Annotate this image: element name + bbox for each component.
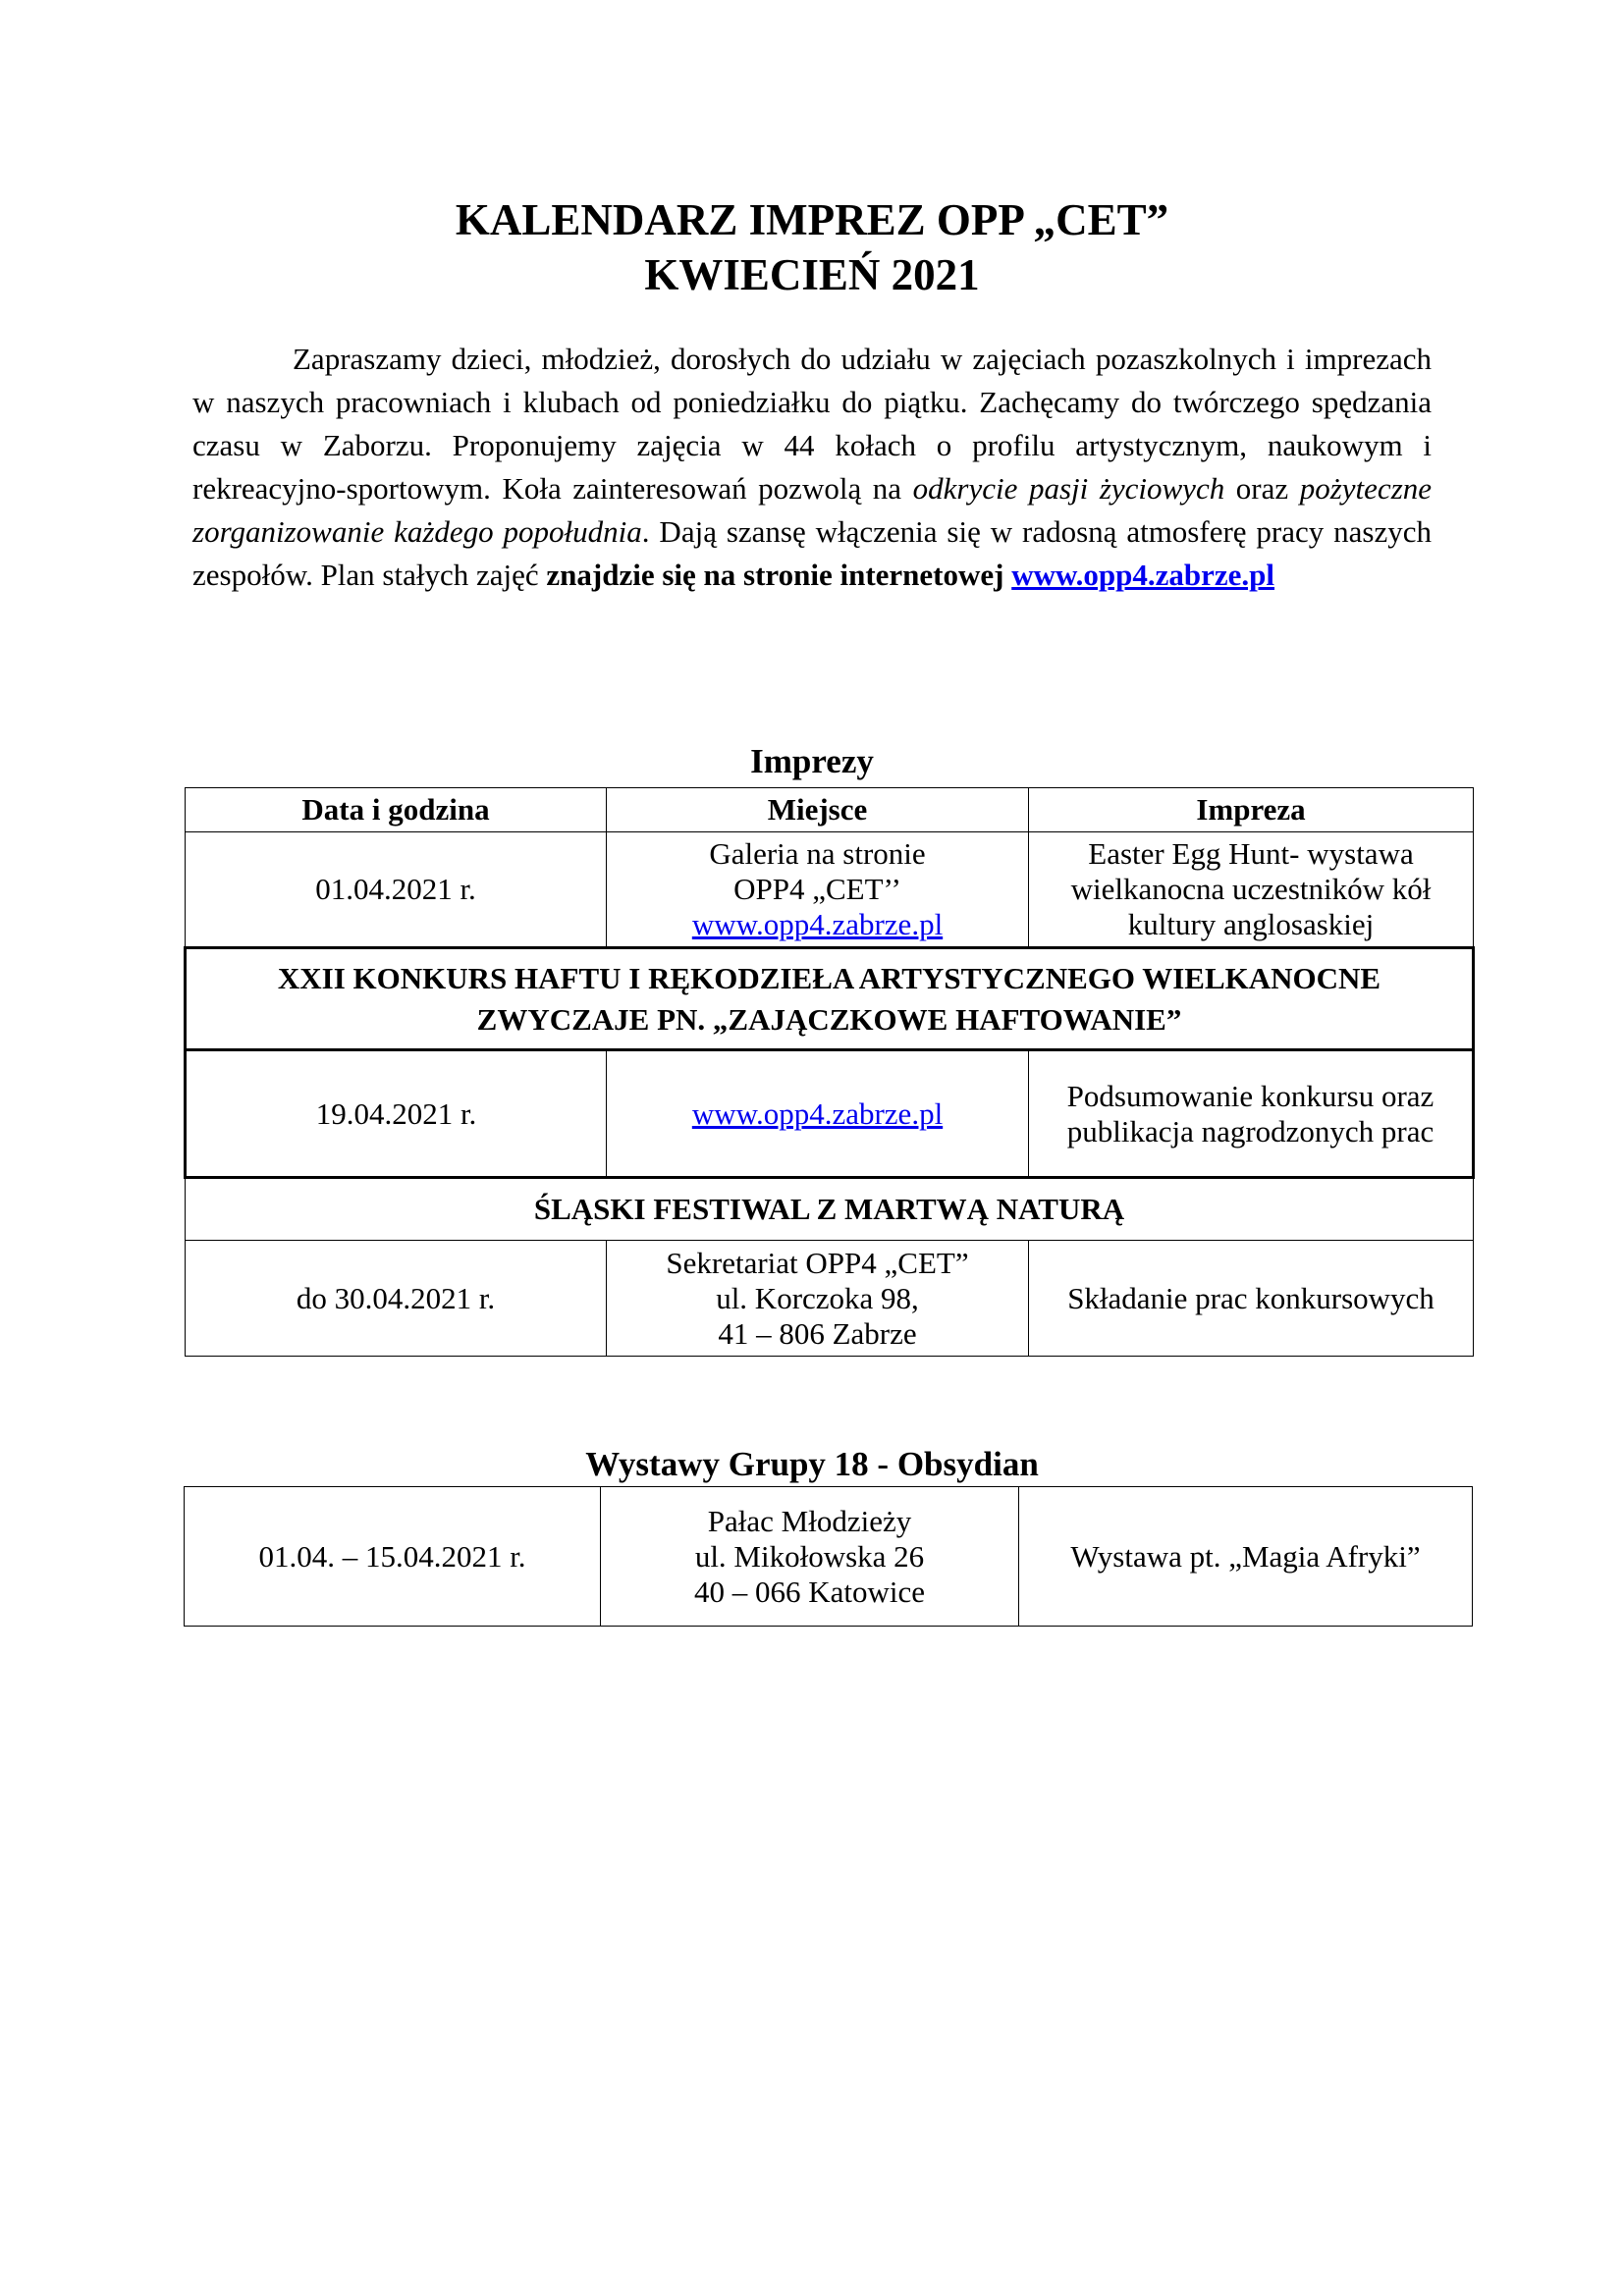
- row1-event: [1029, 832, 1474, 948]
- wystawy-row1-place: [601, 1487, 1019, 1627]
- section-konkurs-line1: XXII KONKURS HAFTU I RĘKODZIEŁA ARTYSTYCZNEGO WIELKANOCNE: [277, 960, 1381, 995]
- header-date: Data i godzina: [186, 788, 607, 832]
- intro-paragraph: [192, 338, 1432, 597]
- row2-event-line2: publikacja nagrodzonych prac: [1066, 1113, 1435, 1148]
- wystawy-table: [184, 1486, 1473, 1627]
- wystawy-row1-date: 01.04. – 15.04.2021 r.: [185, 1487, 601, 1627]
- section-row-konkurs: [186, 948, 1474, 1050]
- row3-place: [607, 1241, 1029, 1357]
- table-row: [186, 1241, 1474, 1357]
- wystawy-row1-place-line1: Pałac Młodzieży: [707, 1503, 912, 1538]
- section-festiwal-title: ŚLĄSKI FESTIWAL Z MARTWĄ NATURĄ: [186, 1178, 1474, 1241]
- section-konkurs-line2: ZWYCZAJE PN. „ZAJĄCZKOWE HAFTOWANIE”: [476, 1001, 1182, 1037]
- row2-event: [1029, 1050, 1474, 1178]
- section-konkurs-title: [186, 948, 1474, 1050]
- row1-place: [607, 832, 1029, 948]
- row3-date: do 30.04.2021 r.: [186, 1241, 607, 1357]
- intro-text-3: . Dają szansę włączenia się w radosną atmosferę pracy naszych zespołów. Plan stałych zajęć: [192, 514, 1432, 592]
- row1-event-line2: wielkanocna uczestników kół: [1070, 872, 1432, 906]
- wystawy-row1-place-line3: 40 – 066 Katowice: [693, 1574, 926, 1609]
- row1-place-line1: Galeria na stronie: [709, 836, 926, 871]
- intro-emphasis-2: pożyteczne zorganizowanie każdego popołudnia: [192, 471, 1433, 549]
- table-row: [186, 832, 1474, 948]
- wystawy-row1-event: Wystawa pt. „Magia Afryki”: [1019, 1487, 1473, 1627]
- row2-date: 19.04.2021 r.: [186, 1050, 607, 1178]
- row3-place-line3: 41 – 806 Zabrze: [718, 1315, 917, 1351]
- row1-place-link[interactable]: www.opp4.zabrze.pl: [691, 907, 944, 941]
- row2-place: [607, 1050, 1029, 1178]
- intro-website-link[interactable]: www.opp4.zabrze.pl: [1011, 558, 1275, 592]
- row2-event-line1: Podsumowanie konkursu oraz: [1066, 1078, 1435, 1113]
- intro-emphasis-1: odkrycie pasji życiowych: [912, 471, 1225, 506]
- header-event: Impreza: [1029, 788, 1474, 832]
- page-title: [0, 192, 1624, 302]
- section-row-festiwal: [186, 1178, 1474, 1241]
- table-row: [186, 1050, 1474, 1178]
- row1-event-line1: Easter Egg Hunt- wystawa: [1088, 836, 1414, 871]
- intro-text-2: oraz: [1224, 471, 1300, 506]
- intro-bold: znajdzie się na stronie internetowej: [546, 558, 1004, 592]
- row3-event: Składanie prac konkursowych: [1029, 1241, 1474, 1357]
- title-line-2: KWIECIEŃ 2021: [644, 250, 980, 299]
- table-row: [185, 1487, 1473, 1627]
- wystawy-row1-place-line2: ul. Mikołowska 26: [694, 1538, 925, 1574]
- row1-date: 01.04.2021 r.: [186, 832, 607, 948]
- intro-text-1: Zapraszamy dzieci, młodzież, dorosłych do udziału w zajęciach pozaszkolnych i imprezach w naszych pracowniach i klubach od poniedziałku do piątku. Zachęcamy do twórczego spędzania czasu w Zaborzu. Proponujemy zajęcia w 44 kołach o profilu artystycznym, naukowym i rekreacyjno-sportowym. Koła zainteresowań pozwolą na: [192, 342, 1432, 506]
- table-header-row: [186, 788, 1474, 832]
- title-line-1: KALENDARZ IMPREZ OPP „CET”: [455, 195, 1169, 244]
- row3-place-line1: Sekretariat OPP4 „CET”: [666, 1245, 969, 1280]
- row1-place-line2: OPP4 „CET’’: [733, 872, 901, 906]
- header-place: Miejsce: [607, 788, 1029, 832]
- row3-place-line2: ul. Korczoka 98,: [716, 1280, 919, 1315]
- row1-event-line3: kultury anglosaskiej: [1127, 907, 1375, 941]
- row2-place-link[interactable]: www.opp4.zabrze.pl: [691, 1095, 944, 1131]
- imprezy-table: [184, 787, 1475, 1357]
- imprezy-heading: Imprezy: [750, 742, 874, 780]
- wystawy-heading: Wystawy Grupy 18 - Obsydian: [585, 1445, 1039, 1483]
